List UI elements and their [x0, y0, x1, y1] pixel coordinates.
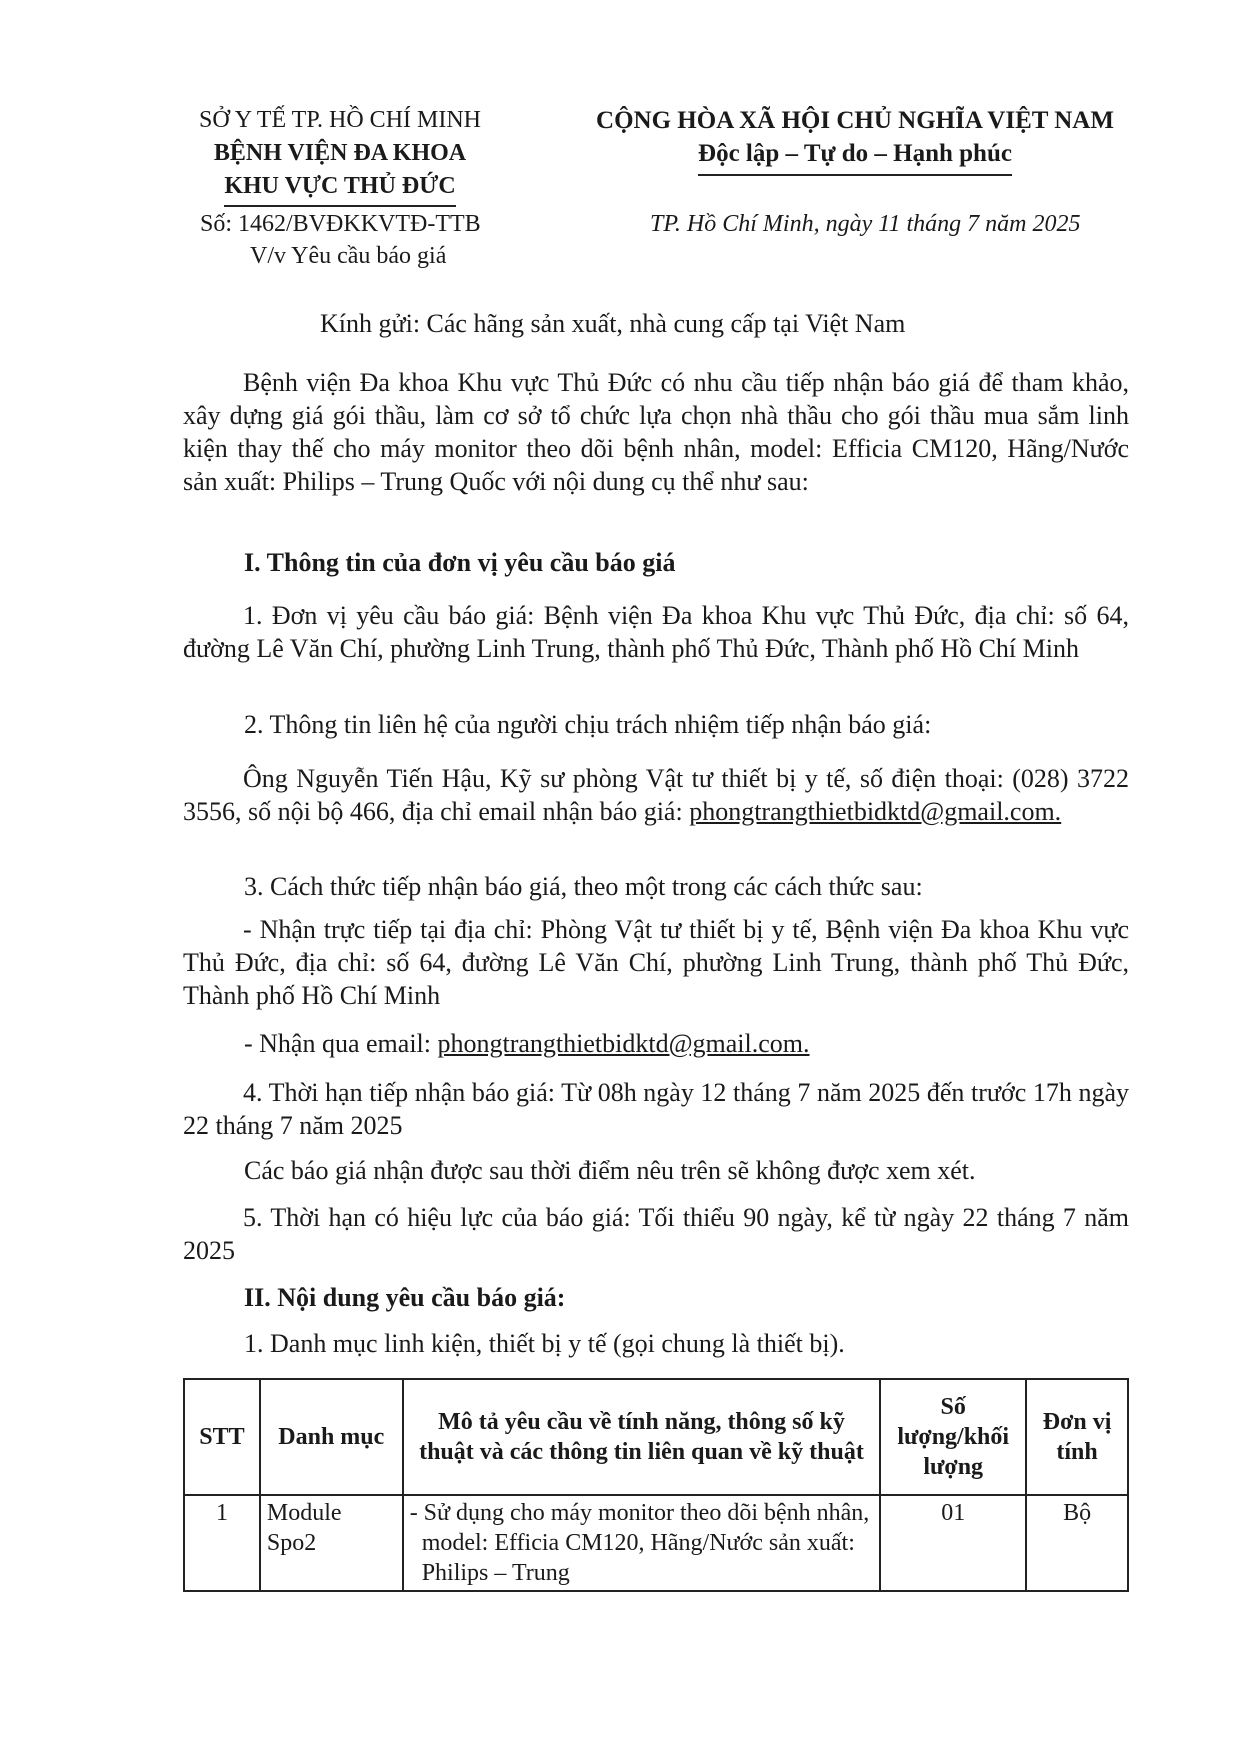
reference-number: Số: 1462/BVĐKKVTĐ-TTB — [200, 211, 481, 237]
header-description: Mô tả yêu cầu về tính năng, thông số kỹ thuật và các thông tin liên quan về kỹ thuật — [403, 1379, 881, 1495]
contact-email-link[interactable]: phongtrangthietbidktd@gmail.com. — [689, 797, 1062, 826]
cell-stt: 1 — [184, 1495, 260, 1591]
table-row — [184, 1495, 1128, 1591]
date-line: TP. Hồ Chí Minh, ngày 11 tháng 7 năm 2025 — [650, 211, 1081, 237]
header-unit: Đơn vị tính — [1026, 1379, 1128, 1495]
contact-text: Ông Nguyễn Tiến Hậu, Kỹ sư phòng Vật tư thiết bị y tế, số điện thoại: (028) 3722 3556, số nội bộ 466, địa chỉ email nhận báo giá: — [183, 764, 1129, 826]
country-name: CỘNG HÒA XÃ HỘI CHỦ NGHĨA VIỆT NAM — [596, 107, 1114, 134]
item-4-note: Các báo giá nhận được sau thời điểm nêu trên sẽ không được xem xét. — [244, 1156, 976, 1185]
cell-quantity: 01 — [880, 1495, 1026, 1591]
list-intro: 1. Danh mục linh kiện, thiết bị y tế (gọi chung là thiết bị). — [244, 1329, 845, 1358]
requirements-table — [183, 1378, 1129, 1592]
item-3-email-link[interactable]: phongtrangthietbidktd@gmail.com. — [437, 1029, 810, 1058]
national-motto: Độc lập – Tự do – Hạnh phúc — [698, 137, 1012, 176]
cell-unit: Bộ — [1026, 1495, 1128, 1591]
cell-description-text: - Sử dụng cho máy monitor theo dõi bệnh nhân, model: Efficia CM120, Hãng/Nước sản xuất: Philips – Trung — [409, 1500, 870, 1586]
section-1-title: I. Thông tin của đơn vị yêu cầu báo giá — [244, 548, 676, 577]
item-3: 3. Cách thức tiếp nhận báo giá, theo một trong các cách thức sau: — [244, 872, 923, 901]
contact-paragraph — [183, 762, 1129, 828]
item-3-direct: - Nhận trực tiếp tại địa chỉ: Phòng Vật tư thiết bị y tế, Bệnh viện Đa khoa Khu vực Thủ Đức, địa chỉ: số 64, đường Lê Văn Chí, phường Linh Trung, thành phố Thủ Đức, Thành phố Hồ Chí Minh — [183, 915, 1129, 1010]
document-subject: V/v Yêu cầu báo giá — [250, 243, 447, 269]
item-3-email — [244, 1027, 1129, 1060]
issuer-hospital-line1: BỆNH VIỆN ĐA KHOA — [213, 140, 467, 166]
section-2-title: II. Nội dung yêu cầu báo giá: — [244, 1283, 566, 1312]
national-heading — [560, 104, 1150, 176]
header-quantity: Số lượng/khối lượng — [880, 1379, 1026, 1495]
recipient-line: Kính gửi: Các hãng sản xuất, nhà cung cấp tại Việt Nam — [320, 309, 906, 338]
intro-paragraph: Bệnh viện Đa khoa Khu vực Thủ Đức có nhu cầu tiếp nhận báo giá để tham khảo, xây dựng giá gói thầu, làm cơ sở tổ chức lựa chọn nhà thầu cho gói thầu mua sắm linh kiện thay thế cho máy monitor theo dõi bệnh nhân, model: Efficia CM120, Hãng/Nước sản xuất: Philips – Trung Quốc với nội dung cụ thể như sau: — [183, 368, 1129, 496]
item-4: 4. Thời hạn tiếp nhận báo giá: Từ 08h ngày 12 tháng 7 năm 2025 đến trước 17h ngày 22 tháng 7 năm 2025 — [183, 1078, 1129, 1140]
issuer-hospital-line2: KHU VỰC THỦ ĐỨC — [224, 170, 455, 207]
cell-category: Module Spo2 — [260, 1495, 403, 1591]
issuer-block — [160, 104, 520, 207]
issuer-department: SỞ Y TẾ TP. HỒ CHÍ MINH — [198, 107, 482, 133]
header-category: Danh mục — [260, 1379, 403, 1495]
item-2: 2. Thông tin liên hệ của người chịu trách nhiệm tiếp nhận báo giá: — [244, 710, 932, 739]
cell-description — [403, 1495, 881, 1591]
item-5: 5. Thời hạn có hiệu lực của báo giá: Tối thiểu 90 ngày, kể từ ngày 22 tháng 7 năm 2025 — [183, 1203, 1129, 1265]
item-3-email-prefix: - Nhận qua email: — [244, 1029, 431, 1058]
item-1: 1. Đơn vị yêu cầu báo giá: Bệnh viện Đa khoa Khu vực Thủ Đức, địa chỉ: số 64, đường Lê Văn Chí, phường Linh Trung, thành phố Thủ Đức, Thành phố Hồ Chí Minh — [183, 601, 1129, 663]
table-header-row — [184, 1379, 1128, 1495]
header-stt: STT — [184, 1379, 260, 1495]
